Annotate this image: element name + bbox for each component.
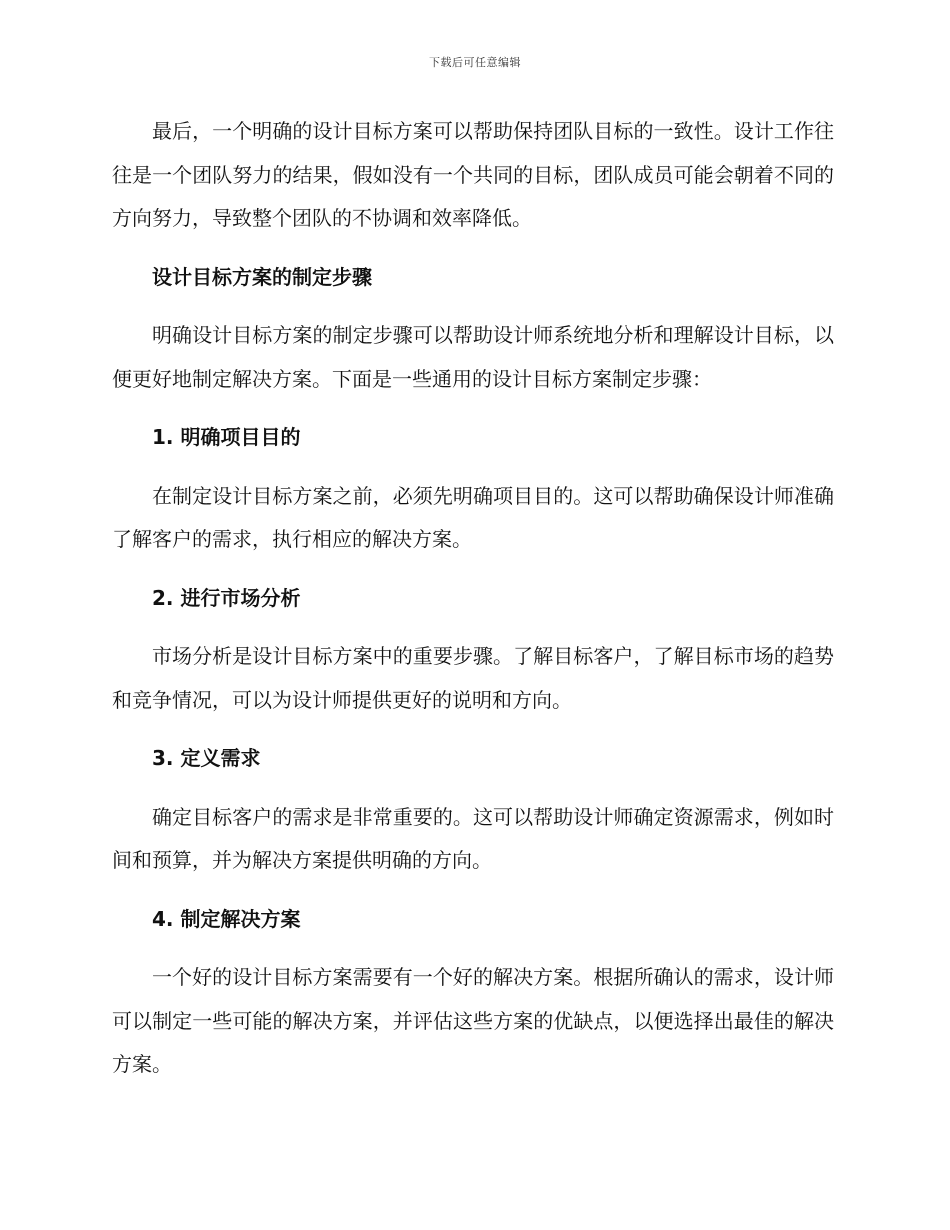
paragraph-step-1: 在制定设计目标方案之前，必须先明确项目目的。这可以帮助确保设计师准确了解客户的需求，执行相应的解决方案。 (112, 483, 834, 551)
paragraph-step-3: 确定目标客户的需求是非常重要的。这可以帮助设计师确定资源需求，例如时间和预算，并为解决方案提供明确的方向。 (112, 804, 834, 872)
paragraph-step-2: 市场分析是设计目标方案中的重要步骤。了解目标客户，了解目标市场的趋势和竞争情况，可以为设计师提供更好的说明和方向。 (112, 644, 834, 712)
document-body (112, 110, 834, 1102)
heading-step-4: 4. 制定解决方案 (152, 906, 301, 931)
heading-step-2: 2. 进行市场分析 (152, 585, 301, 610)
heading-step-3: 3. 定义需求 (152, 746, 261, 770)
heading-steps: 设计目标方案的制定步骤 (152, 264, 372, 289)
paragraph-steps-intro: 明确设计目标方案的制定步骤可以帮助设计师系统地分析和理解设计目标，以便更好地制定解决方案。下面是一些通用的设计目标方案制定步骤： (112, 323, 834, 391)
paragraph-step-4: 一个好的设计目标方案需要有一个好的解决方案。根据所确认的需求，设计师可以制定一些可能的解决方案，并评估这些方案的优缺点，以便选择出最佳的解决方案。 (112, 965, 834, 1076)
heading-step-1: 1. 明确项目目的 (152, 425, 301, 449)
page-header: 下载后可任意编辑 (429, 56, 521, 69)
paragraph-team-consistency: 最后，一个明确的设计目标方案可以帮助保持团队目标的一致性。设计工作往往是一个团队努力的结果，假如没有一个共同的目标，团队成员可能会朝着不同的方向努力，导致整个团队的不协调和效率降低。 (112, 119, 834, 230)
